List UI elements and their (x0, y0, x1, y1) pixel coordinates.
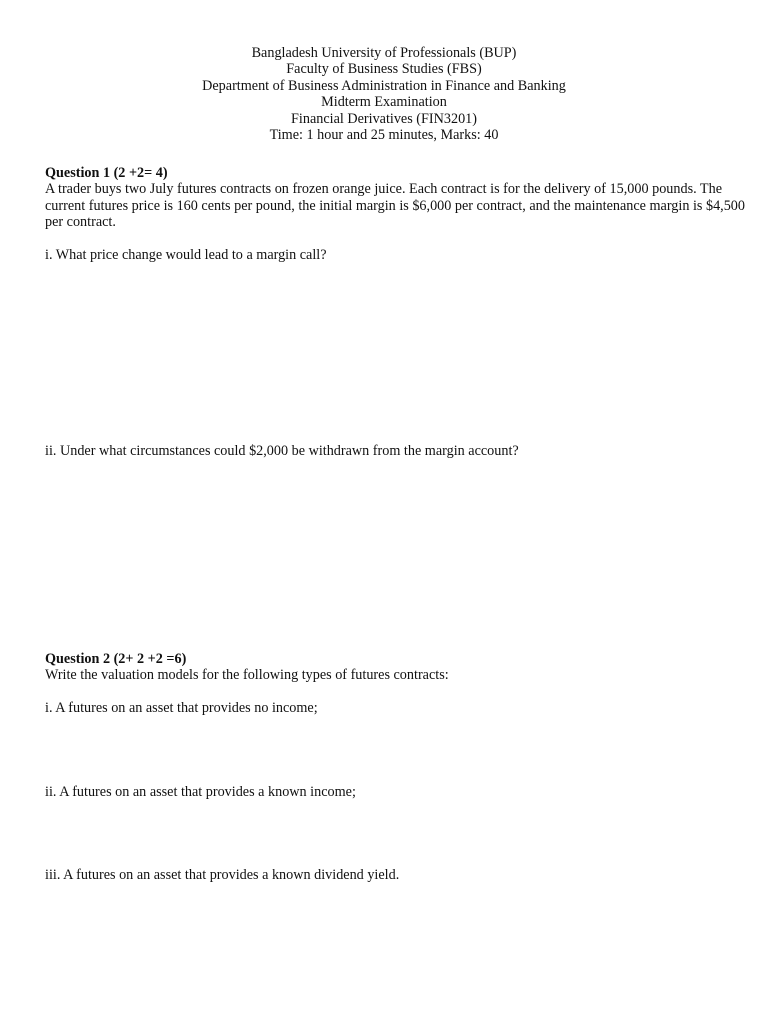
university-name: Bangladesh University of Professionals (BUP) (251, 45, 517, 61)
question-1-block (45, 165, 745, 231)
time-and-marks: Time: 1 hour and 25 minutes, Marks: 40 (269, 126, 499, 143)
question-1-body-line-3: per contract. (45, 214, 116, 231)
question-2-block (45, 651, 730, 684)
question-1-part-i: i. What price change would lead to a margin call? (45, 247, 327, 263)
exam-header (0, 45, 768, 143)
question-1-part-ii: ii. Under what circumstances could $2,000 be withdrawn from the margin account? (45, 443, 519, 459)
question-1-body-line-1: A trader buys two July futures contracts on frozen orange juice. Each contract is for the delivery of 15,000 pounds. The (45, 181, 722, 198)
faculty-name: Faculty of Business Studies (FBS) (286, 61, 482, 78)
course-name: Financial Derivatives (FIN3201) (291, 110, 477, 127)
question-1-title: Question 1 (2 +2= 4) (45, 165, 168, 181)
exam-name: Midterm Examination (321, 94, 447, 111)
question-2-part-i: i. A futures on an asset that provides no income; (45, 700, 318, 716)
department-name: Department of Business Administration in Finance and Banking (202, 77, 566, 94)
question-2-intro: Write the valuation models for the following types of futures contracts: (45, 667, 449, 684)
question-1-body-line-2: current futures price is 160 cents per pound, the initial margin is $6,000 per contract, and the maintenance margin is $4,500 (45, 197, 745, 214)
question-2-part-ii: ii. A futures on an asset that provides a known income; (45, 784, 356, 800)
question-2-title: Question 2 (2+ 2 +2 =6) (45, 651, 187, 667)
question-2-part-iii: iii. A futures on an asset that provides a known dividend yield. (45, 867, 400, 883)
